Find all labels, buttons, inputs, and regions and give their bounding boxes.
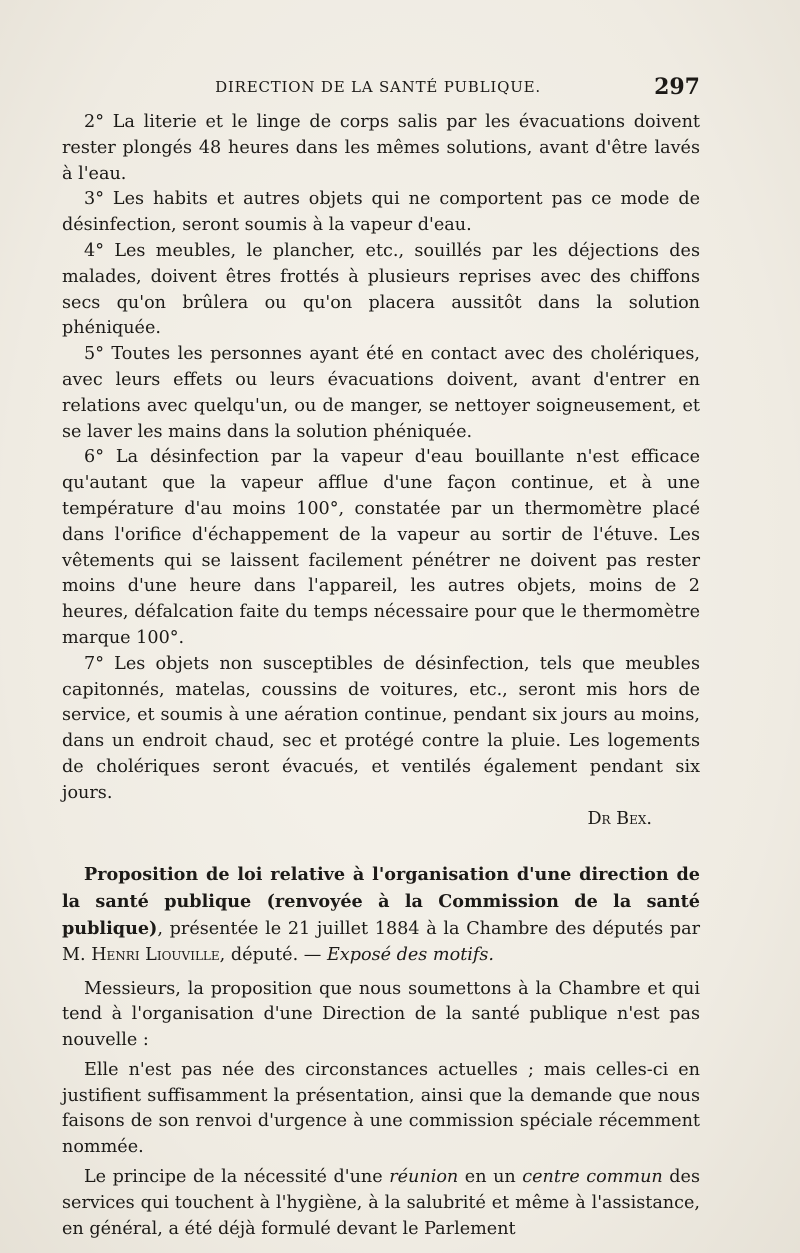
motifs-paragraph-1: Messieurs, la proposition que nous soumettons à la Chambre et qui tend à l'organisation d'une Direction de la santé publique n'est pas nouvelle : bbox=[62, 978, 700, 1051]
proposal-title: Proposition de loi relative à l'organisation d'une direction de la santé publique (renvoyée à la Commission de la santé publique) bbox=[62, 864, 700, 939]
motifs-paragraph-2: Elle n'est pas née des circonstances actuelles ; mais celles-ci en justifient suffisamment la présentation, ainsi que la demande que nous faisons de son renvoi d'urgence à une commission spéciale récemment nommée. bbox=[62, 1059, 700, 1158]
motifs-p3-em2: centre commun bbox=[522, 1167, 663, 1188]
proposal-italic: Exposé des motifs. bbox=[326, 944, 495, 965]
motifs-p3-a: Le principe de la nécessité d'une bbox=[84, 1167, 390, 1188]
item-7-paragraph: 7° Les objets non susceptibles de désinfection, tels que meubles capitonnés, matelas, coussins de voitures, etc., seront mis hors de service, et soumis à une aération continue, pendant six jours au moins, dans un endroit chaud, sec et protégé contre la pluie. Les logements de cholériques seront évacués, et ventilés également pendant six jours. bbox=[62, 653, 700, 803]
page-header bbox=[62, 70, 700, 104]
motifs-p3-em1: réunion bbox=[389, 1167, 459, 1188]
item-6-paragraph: 6° La désinfection par la vapeur d'eau bouillante n'est efficace qu'autant que la vapeur afflue d'une façon continue, et à une température d'au moins 100°, constatée par un thermomètre placé dans l'orifice d'échappement de la vapeur au sortir de l'étuve. Les vêtements qui se laissent facilement pénétrer ne doivent pas rester moins d'une heure dans l'appareil, les autres objets, moins de 2 heures, défalcation faite du temps nécessaire pour que le thermomètre marque 100°. bbox=[62, 447, 700, 648]
proposal-author: Henri Liouville bbox=[91, 944, 220, 965]
item-2-paragraph: 2° La literie et le linge de corps salis par les évacuations doivent rester plongés 48 heures dans les mêmes solutions, avant d'être lavés à l'eau. bbox=[62, 112, 700, 184]
proposal-text-after: , député. — bbox=[219, 944, 327, 965]
item-3-paragraph: 3° Les habits et autres objets qui ne comportent pas ce mode de désinfection, seront soumis à la vapeur d'eau. bbox=[62, 189, 700, 236]
signature-line bbox=[62, 807, 700, 833]
signature: Dr Bex. bbox=[587, 808, 652, 829]
item-5-paragraph: 5° Toutes les personnes ayant été en contact avec des cholériques, avec leurs effets ou leurs évacuations doivent, avant d'entrer en relations avec quelqu'un, ou de manger, se nettoyer soigneusement, et se laver les mains dans la solution phéniquée. bbox=[62, 344, 700, 442]
running-title: DIRECTION DE LA SANTÉ PUBLIQUE. bbox=[215, 78, 541, 96]
proposal-heading bbox=[62, 862, 700, 968]
item-4-paragraph: 4° Les meubles, le plancher, etc., souillés par les déjections des malades, doivent êtres frottés à plusieurs reprises avec des chiffons secs qu'on brûlera ou qu'on placera aussitôt dans la solution phéniquée. bbox=[62, 240, 700, 339]
motifs-p3-b: en un bbox=[458, 1167, 523, 1188]
motifs-paragraph-3 bbox=[62, 1165, 700, 1242]
motifs-p3-c: des services qui touchent à l'hygiène, à la salubrité et même à l'assistance, en général, a été déjà formulé devant le Parlement bbox=[62, 1167, 701, 1239]
page-body bbox=[62, 110, 700, 1242]
proposal-text: , présentée le 21 juillet 1884 à la Chambre des députés par M. bbox=[62, 918, 700, 965]
page-number: 297 bbox=[654, 74, 700, 100]
